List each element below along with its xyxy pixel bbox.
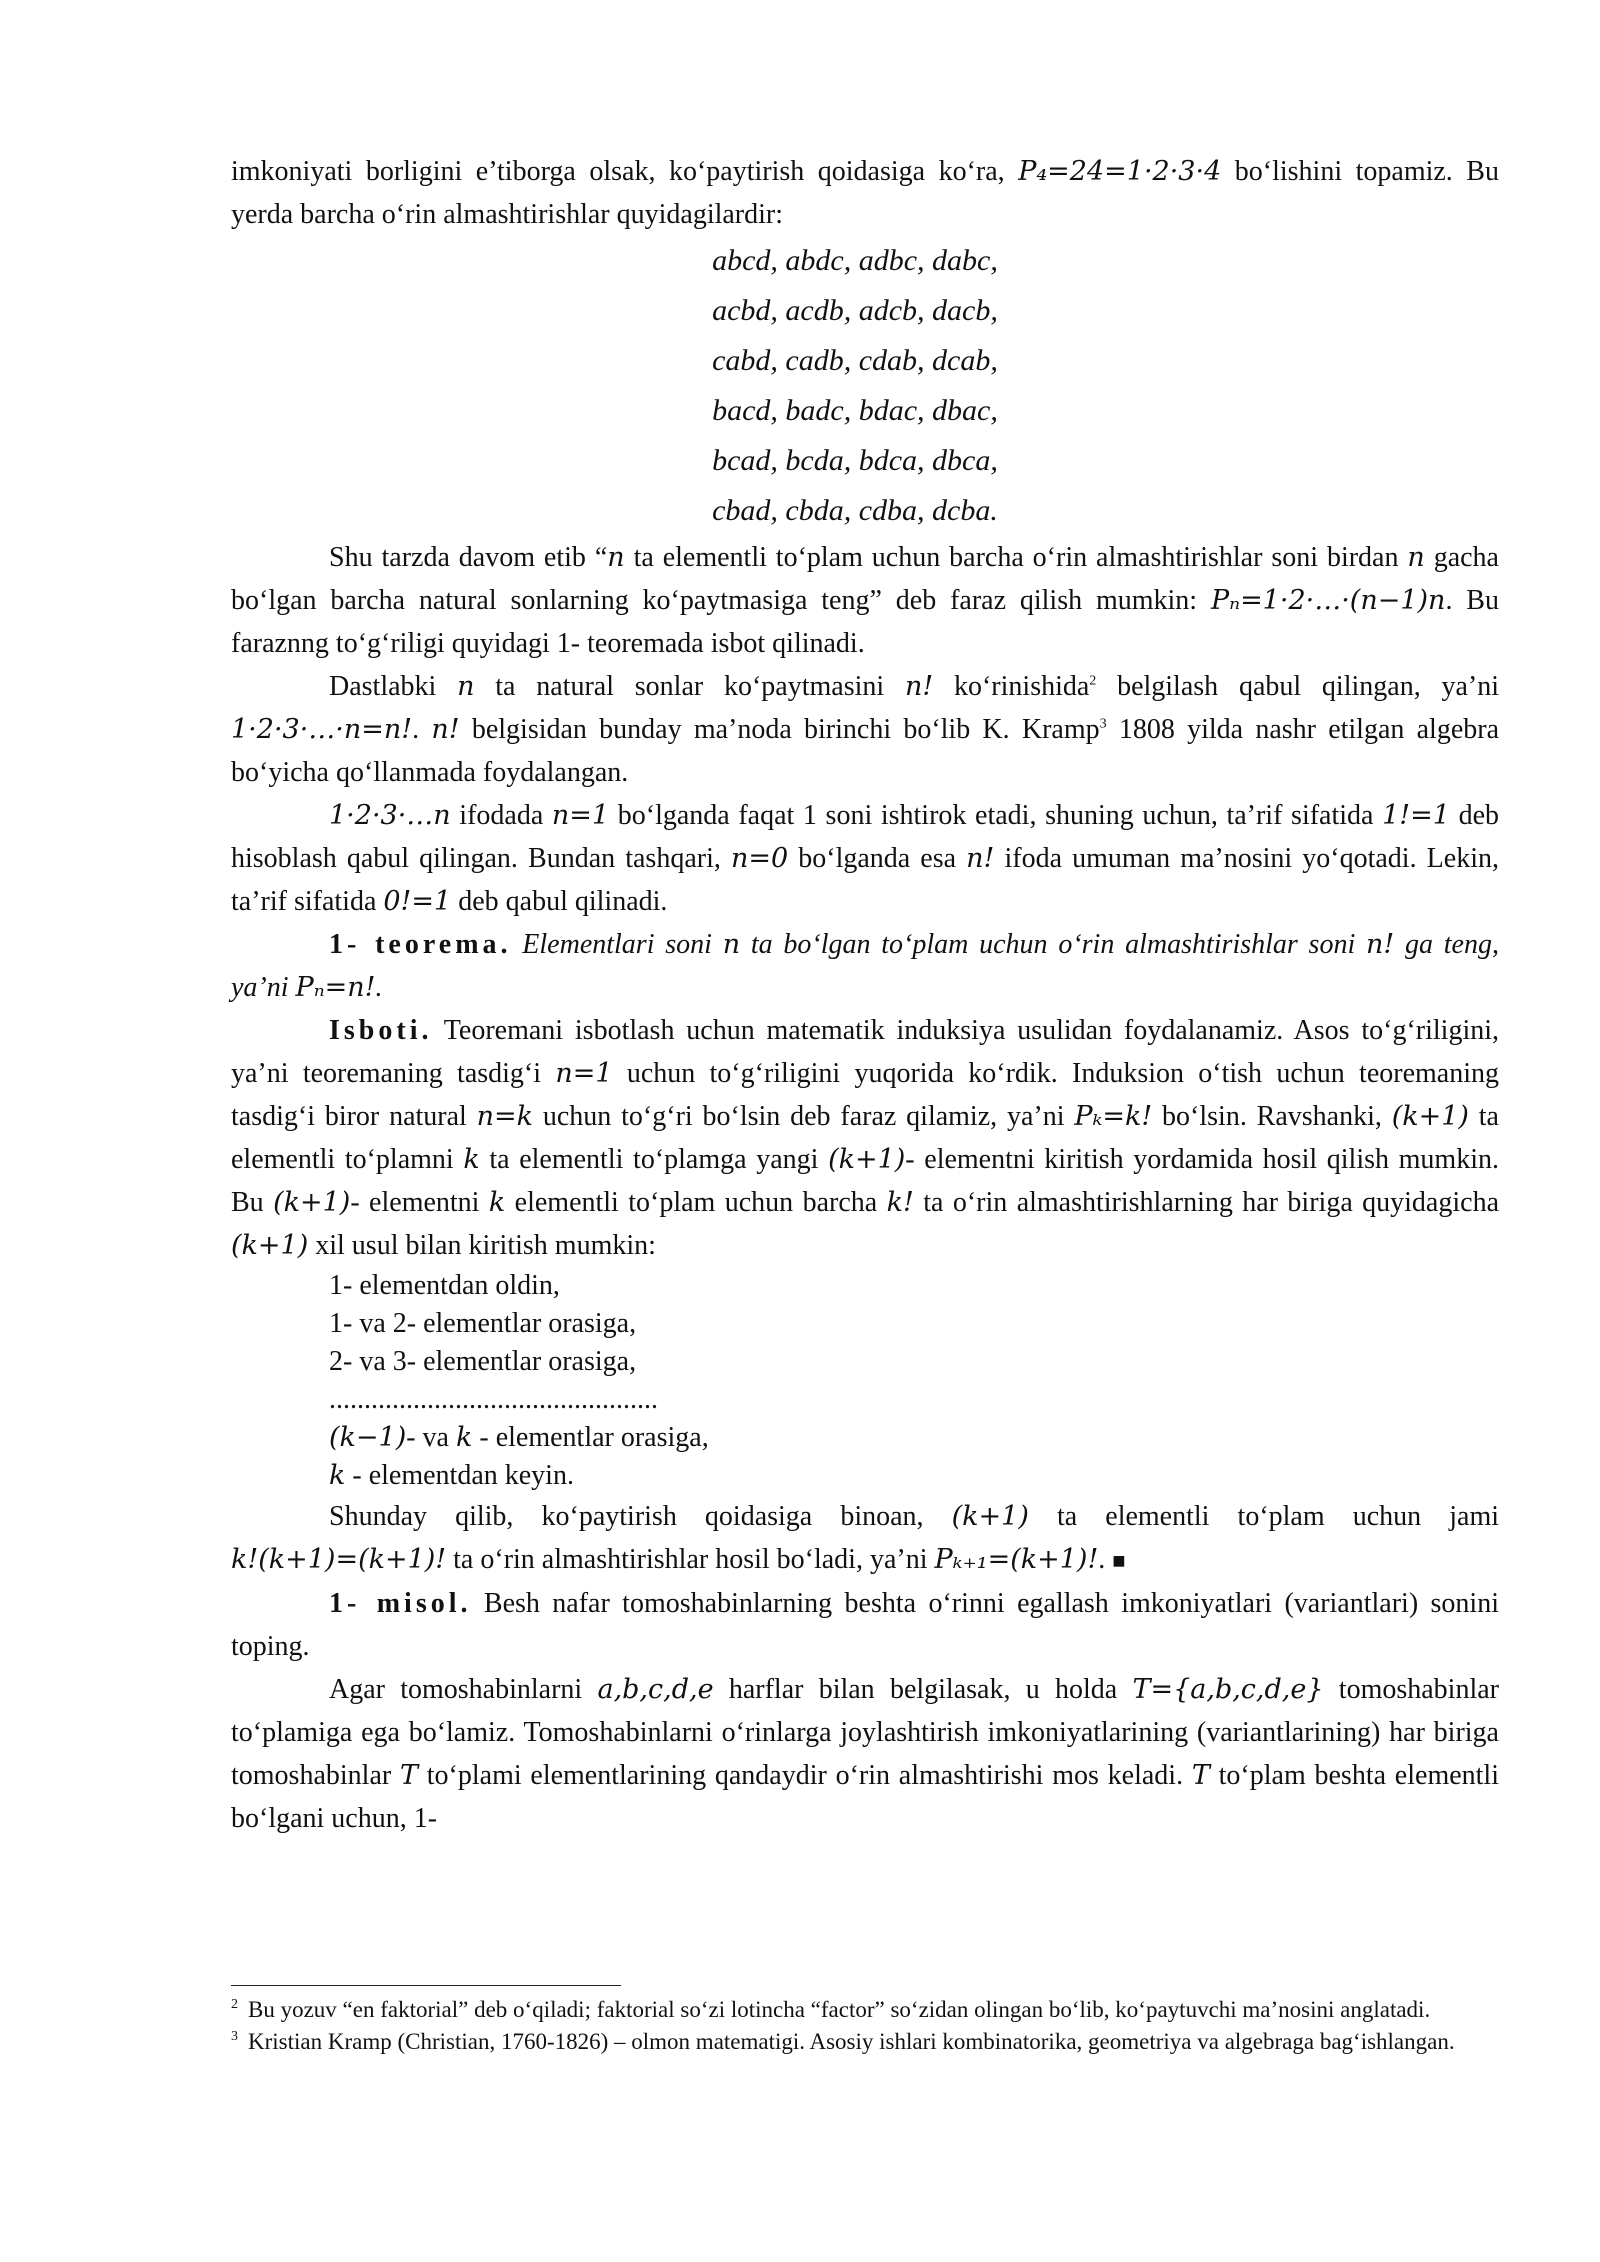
text: tomoshabinlar to‘plamiga ega bo‘lamiz. Tomoshabinlarni o‘rinlarga joylashtirish imkoniyatlarining (variantlarining) har biriga tomoshabinlar <box>231 1674 1499 1791</box>
math-t: T <box>399 1760 418 1791</box>
text: Agar tomoshabinlarni <box>329 1674 598 1705</box>
list-item <box>329 1419 1499 1457</box>
text: belgisidan bunday ma’noda birinchi bo‘lib K. Kramp <box>459 714 1100 745</box>
text: ta bo‘lgan to‘plam uchun o‘rin almashtirishlar soni <box>740 929 1366 960</box>
math-set-t: T={a,b,c,d,e} <box>1132 1674 1324 1705</box>
permutation-row: bcad, bcda, bdca, dbca, <box>712 444 998 477</box>
paragraph-intro <box>231 150 1499 236</box>
qed-square-icon: ■ <box>1112 1548 1126 1573</box>
text: deb qabul qilinadi. <box>451 886 668 917</box>
text: gacha bo‘lgan barcha natural sonlarning ko‘paytmasiga teng” deb faraz qilish mumkin: <box>231 542 1499 616</box>
math-k: k <box>456 1422 473 1453</box>
text: ta o‘rin almashtirishlarning har biriga quyidagicha <box>913 1187 1499 1218</box>
math-expr: (k−1) <box>329 1422 407 1453</box>
text: . <box>1098 1544 1113 1575</box>
math-n-factorial: n! <box>1366 929 1395 960</box>
footnote-3 <box>231 2028 1499 2056</box>
math-expr: (k+1) <box>231 1230 309 1261</box>
text: 1808 yilda nashr etilgan algebra bo‘yicha qo‘llanmada foydalangan. <box>231 714 1500 788</box>
footnote-number: 3 <box>231 2029 238 2045</box>
text: xil usul bilan kiritish mumkin: <box>308 1230 656 1261</box>
math-expr: n=0 <box>730 843 789 874</box>
insertion-list <box>231 1267 1499 1495</box>
math-expr: (k+1) <box>273 1187 351 1218</box>
text: Elementlari soni <box>511 929 723 960</box>
text: elementli to‘plam uchun barcha <box>505 1187 887 1218</box>
permutation-row: cabd, cadb, cdab, dcab, <box>712 344 998 377</box>
permutation-list <box>231 236 1499 536</box>
formula-pk1: Pₖ₊₁=(k+1)! <box>934 1544 1099 1575</box>
text: . Bu faraznng to‘g‘riligi quyidagi 1- teoremada isbot qilinadi. <box>231 585 1499 659</box>
text: ifodada <box>450 800 552 831</box>
text: - elementdan keyin. <box>345 1460 574 1491</box>
footnote-number: 2 <box>231 1997 238 2013</box>
text: to‘plam beshta elementli bo‘lgani uchun, 1- <box>231 1760 1499 1834</box>
formula-p4: P₄=24=1·2·3·4 <box>1018 156 1222 187</box>
text: imkoniyati borligini e’tiborga olsak, ko‘paytirish qoidasiga ko‘ra, <box>231 156 1019 187</box>
text: Shu tarzda davom etib “ <box>329 542 608 573</box>
paragraph-hypothesis <box>231 536 1499 665</box>
math-expr: k <box>488 1187 506 1218</box>
math-t: T <box>1191 1760 1210 1791</box>
text: to‘plami elementlarining qandaydir o‘rin almashtirishi mos keladi. <box>417 1760 1192 1791</box>
paragraph-example-solution <box>231 1668 1499 1840</box>
math-n: n <box>607 542 625 573</box>
footnote-text: Bu yozuv “en faktorial” deb o‘qiladi; faktorial so‘zi lotincha “factor” so‘zidan olingan bo‘lib, ko‘paytuvchi ma’nosini anglatadi. <box>248 1997 1431 2022</box>
permutation-row: acbd, acdb, adcb, dacb, <box>712 294 998 327</box>
math-expr: k <box>463 1144 480 1175</box>
math-n-factorial: n! <box>904 671 934 702</box>
formula-factorial: 1·2·3·…·n=n! <box>231 714 413 745</box>
paragraph-definition <box>231 794 1499 923</box>
list-item: 1- va 2- elementlar orasiga, <box>329 1308 637 1339</box>
text: . <box>412 714 432 745</box>
math-expr: 1!=1 <box>1382 800 1450 831</box>
text: ta o‘rin almashtirishlar hosil bo‘ladi, ya’ni <box>446 1544 935 1575</box>
example-label: 1- misol. <box>329 1588 472 1619</box>
math-k: k <box>329 1460 346 1491</box>
text: - va <box>406 1422 456 1453</box>
text: - elementni kiritish yordamida hosil qilish mumkin. Bu <box>231 1144 1499 1218</box>
math-expr: 0!=1 <box>383 886 452 917</box>
text: ta elementli to‘plam uchun barcha o‘rin almashtirishlar soni birdan <box>624 542 1408 573</box>
text: belgilash qabul qilingan, ya’ni <box>1096 671 1500 702</box>
footnote-2 <box>231 1996 1499 2024</box>
paragraph-factorial-notation <box>231 665 1499 794</box>
math-expr: (k+1) <box>1391 1101 1469 1132</box>
list-item-dots: ............................................... <box>329 1384 658 1415</box>
math-expr: Pₖ=k! <box>1074 1101 1153 1132</box>
text: ta elementli to‘plam uchun jami <box>1028 1501 1500 1532</box>
math-n: n <box>1407 542 1425 573</box>
text: ta natural sonlar ko‘paytmasini <box>474 671 905 702</box>
theorem-label: 1- teorema. <box>329 929 512 960</box>
footnote-ref-2[interactable]: 2 <box>1089 673 1097 689</box>
text: . <box>375 972 383 1003</box>
text: - elementlar orasiga, <box>472 1422 709 1453</box>
list-item: 2- va 3- elementlar orasiga, <box>329 1346 637 1377</box>
math-expr: (k+1) <box>828 1144 906 1175</box>
text: bo‘lishini topamiz. Bu yerda barcha o‘rin almashtirishlar quyidagilardir: <box>231 156 1499 230</box>
math-n: n <box>457 671 475 702</box>
page-body <box>231 150 1499 1840</box>
math-expr: n=1 <box>551 800 610 831</box>
math-expr: (k+1) <box>951 1501 1029 1532</box>
math-expr: a,b,c,d,e <box>597 1674 714 1705</box>
math-expr: k!(k+1)=(k+1)! <box>231 1544 447 1575</box>
text: deb hisoblash qabul qilingan. Bundan tashqari, <box>231 800 1499 874</box>
math-expr: n! <box>966 843 995 874</box>
footnote-separator <box>231 1985 621 1986</box>
text: ta elementli to‘plamni <box>231 1101 1499 1175</box>
text: ta elementli to‘plamga yangi <box>479 1144 829 1175</box>
permutation-row: bacd, badc, bdac, dbac, <box>712 394 998 427</box>
text: ifoda umuman ma’nosini yo‘qotadi. Lekin, ta’rif sifatida <box>231 843 1499 917</box>
proof <box>231 1009 1499 1267</box>
math-expr: k! <box>886 1187 914 1218</box>
text: bo‘lganda esa <box>788 843 967 874</box>
text: bo‘lganda faqat 1 soni ishtirok etadi, shuning uchun, ta’rif sifatida <box>609 800 1383 831</box>
footnote-text: Kristian Kramp (Christian, 1760-1826) – olmon matematigi. Asosiy ishlari kombinatorika, geometriya va algebraga bag‘ishlangan. <box>248 2029 1455 2054</box>
text: Dastlabki <box>329 671 458 702</box>
example-1 <box>231 1582 1499 1668</box>
list-item <box>329 1457 1499 1495</box>
permutation-row: cbad, cbda, cdba, dcba. <box>712 494 998 527</box>
text: - elementni <box>350 1187 489 1218</box>
permutation-row: abcd, abdc, adbc, dabc, <box>712 244 998 277</box>
text: uchun to‘g‘riligini yuqorida ko‘rdik. Induksion o‘tish uchun teoremaning tasdig‘i biror natural <box>231 1058 1500 1132</box>
footnote-ref-3[interactable]: 3 <box>1099 716 1107 732</box>
math-expr: 1·2·3·…n <box>329 800 451 831</box>
text: harflar bilan belgilasak, u holda <box>713 1674 1133 1705</box>
formula-pn: Pₙ=1·2·…·(n−1)n <box>1210 585 1446 616</box>
text: Teoremani isbotlash uchun matematik induksiya usulidan foydalanamiz. Asos to‘g‘riligini, ya’ni teoremaning tasdig‘i <box>231 1015 1499 1089</box>
math-n-factorial: n! <box>431 714 460 745</box>
list-item: 1- elementdan oldin, <box>329 1270 560 1301</box>
text: Shunday qilib, ko‘paytirish qoidasiga binoan, <box>329 1501 952 1532</box>
proof-label: Isboti. <box>329 1015 433 1046</box>
text: bo‘lsin. Ravshanki, <box>1152 1101 1392 1132</box>
theorem-1 <box>231 923 1499 1009</box>
math-n: n <box>722 929 741 960</box>
paragraph-conclusion <box>231 1495 1499 1582</box>
text: Besh nafar tomoshabinlarning beshta o‘rinni egallash imkoniyatlari (variantlari) sonini toping. <box>231 1588 1499 1662</box>
text: uchun to‘g‘ri bo‘lsin deb faraz qilamiz, ya’ni <box>533 1101 1075 1132</box>
text: ga teng, ya’ni <box>231 929 1499 1003</box>
text: ko‘rinishida <box>933 671 1090 702</box>
footnotes <box>231 1996 1499 2060</box>
formula-pn-factorial: Pₙ=n! <box>295 972 376 1003</box>
math-expr: n=k <box>476 1101 534 1132</box>
math-expr: n=1 <box>555 1058 613 1089</box>
